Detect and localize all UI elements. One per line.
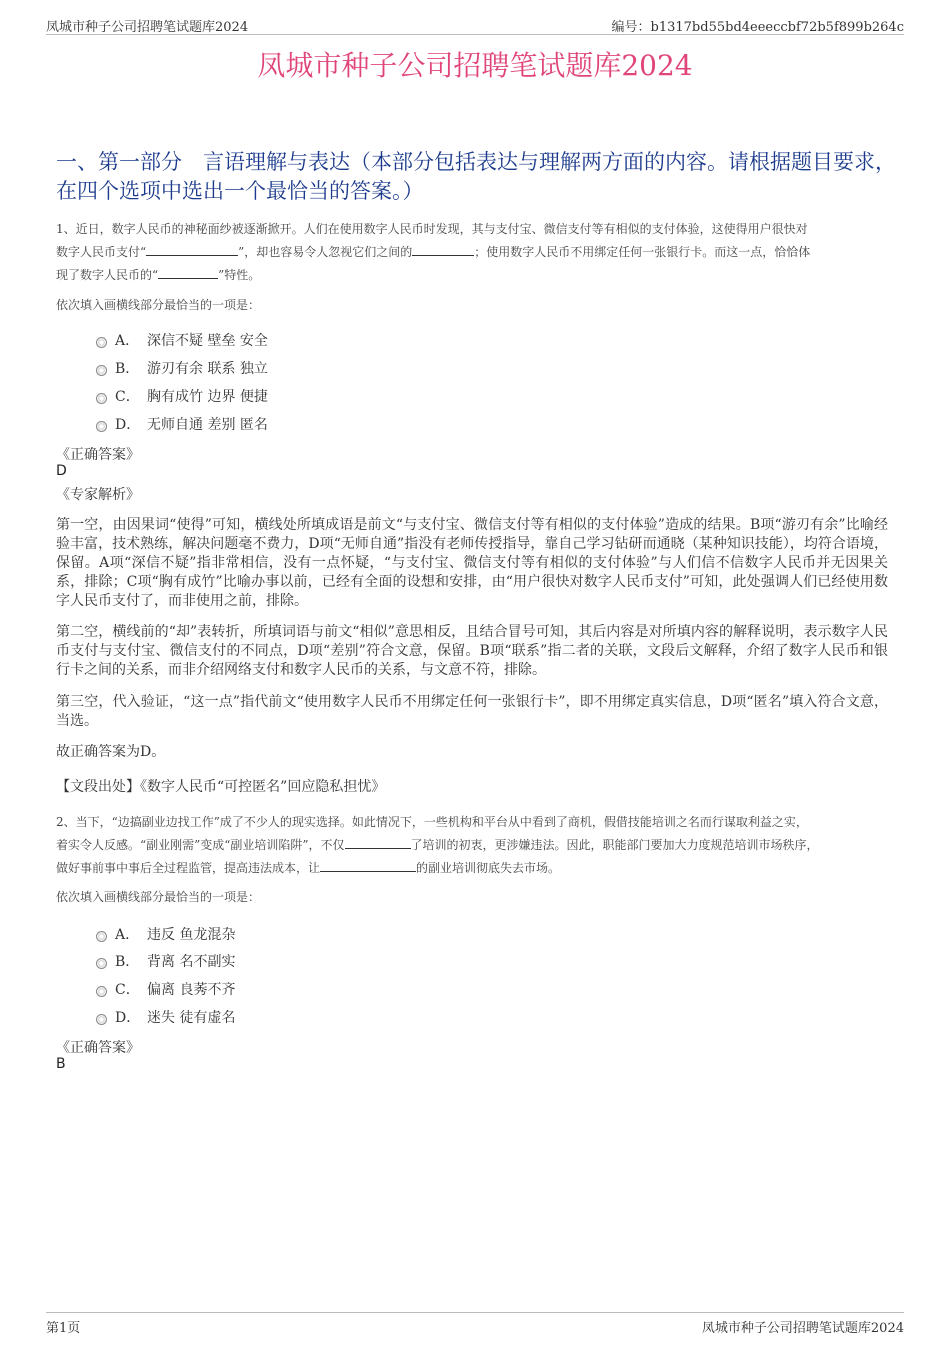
q1-line-3: 现了数字人民币的“ ”特性。 <box>56 264 896 287</box>
page-header <box>46 14 904 35</box>
footer-title: 凤城市种子公司招聘笔试题库2024 <box>701 1321 904 1336</box>
q1-option-c[interactable]: C． 胸有成竹 边界 便捷 <box>96 386 268 406</box>
blank-2 <box>412 242 474 256</box>
q1-line-1: 1、近日，数字人民币的神秘面纱被逐渐掀开。人们在使用数字人民币时发现，其与支付宝、微信支付等有相似的支付体验，这使得用户很快对 <box>56 222 808 236</box>
q1-analysis-label: 《专家解析》 <box>56 487 140 503</box>
q2-option-a[interactable]: A． 违反 鱼龙混杂 <box>96 924 235 944</box>
q1-option-d[interactable]: D． 无师自通 差别 匿名 <box>96 414 268 434</box>
q1-analysis-paragraph-3: 第三空，代入验证，“这一点”指代前文“使用数字人民币不用绑定任何一张银行卡”，即不用绑定真实信息，D项“匿名”填入符合文意，当选。 <box>56 694 888 729</box>
q1-analysis-paragraph-2: 第二空，横线前的“却”表转折，所填词语与前文“相似”意思相反，且结合冒号可知，其后内容是对所填内容的解释说明，表示数字人民币支付与支付宝、微信支付的不同点，D项“差别”符合文意，保留。B项“联系”指二者的关联，文段后文解释，介绍了数字人民币和银行卡之间的关系，而非介绍网络支付和数字人民币的关系，与文意不符，排除。 <box>56 624 888 678</box>
blank-5 <box>320 858 416 872</box>
radio-icon[interactable] <box>96 1014 107 1025</box>
q2-option-b[interactable]: B． 背离 名不副实 <box>96 951 235 971</box>
radio-icon[interactable] <box>96 958 107 969</box>
radio-icon[interactable] <box>96 337 107 348</box>
blank-1 <box>146 242 238 256</box>
q1-prompt: 依次填入画横线部分最恰当的一项是： <box>56 298 261 312</box>
q2-line-2: 着实令人反感。“副业刚需”变成“副业培训陷阱”，不仅 了培训的初衷，更涉嫌违法。因此，职能部门要加大力度规范培训市场秩序， <box>56 834 896 857</box>
q1-option-a[interactable]: A． 深信不疑 壁垒 安全 <box>96 330 268 350</box>
q2-answer-label: 《正确答案》 <box>56 1040 140 1056</box>
q1-conclusion: 故正确答案为D。 <box>56 744 166 760</box>
radio-icon[interactable] <box>96 931 107 942</box>
radio-icon[interactable] <box>96 421 107 432</box>
radio-icon[interactable] <box>96 986 107 997</box>
q1-answer: D <box>56 463 67 479</box>
blank-3 <box>158 265 218 279</box>
q2-prompt: 依次填入画横线部分最恰当的一项是： <box>56 890 261 904</box>
header-serial-number: 编号：b1317bd55bd4eeeccbf72b5f899b264c <box>611 20 904 35</box>
header-title: 凤城市种子公司招聘笔试题库2024 <box>46 20 249 35</box>
question-1-stem <box>56 218 896 287</box>
radio-icon[interactable] <box>96 393 107 404</box>
q2-line-3: 做好事前事中事后全过程监管，提高违法成本，让 的副业培训彻底失去市场。 <box>56 857 896 880</box>
page-number: 第1页 <box>46 1321 81 1336</box>
q1-option-b[interactable]: B． 游刃有余 联系 独立 <box>96 358 268 378</box>
q1-answer-label: 《正确答案》 <box>56 447 140 463</box>
q2-option-d[interactable]: D． 迷失 徒有虚名 <box>96 1007 235 1027</box>
radio-icon[interactable] <box>96 365 107 376</box>
q2-option-c[interactable]: C． 偏离 良莠不齐 <box>96 979 235 999</box>
q1-source: 【文段出处】《数字人民币“可控匿名”回应隐私担忧》 <box>56 779 386 795</box>
section-heading: 一、第一部分 言语理解与表达（本部分包括表达与理解两方面的内容。请根据题目要求，在四个选项中选出一个最恰当的答案。） <box>56 150 896 203</box>
q2-answer: B <box>56 1056 66 1072</box>
question-2-stem <box>56 811 896 880</box>
blank-4 <box>345 835 411 849</box>
q2-line-1: 2、当下，“边搞副业边找工作”成了不少人的现实选择。如此情况下，一些机构和平台从中看到了商机，假借技能培训之名而行谋取利益之实， <box>56 815 808 829</box>
q1-analysis-paragraph-1: 第一空，由因果词“使得”可知，横线处所填成语是前文“与支付宝、微信支付等有相似的支付体验”造成的结果。B项“游刃有余”比喻经验丰富，技术熟练，解决问题毫不费力，D项“无师自通”指没有老师传授指导，靠自己学习钻研而通晓（某种知识技能），均符合语境，保留。A项“深信不疑”指非常相信，没有一点怀疑，“与支付宝、微信支付等有相似的支付体验”与人们信不信数字人民币并无因果关系，排除；C项“胸有成竹”比喻办事以前，已经有全面的设想和安排，由“用户很快对数字人民币支付”可知，此处强调人们已经使用数字人民币支付了，而非使用之前，排除。 <box>56 517 888 609</box>
q1-line-2: 数字人民币支付“ ”，却也容易令人忽视它们之间的 ；使用数字人民币不用绑定任何一张银行卡。而这一点，恰恰体 <box>56 241 896 264</box>
page-title: 凤城市种子公司招聘笔试题库2024 <box>257 49 693 82</box>
page-footer <box>46 1312 904 1336</box>
